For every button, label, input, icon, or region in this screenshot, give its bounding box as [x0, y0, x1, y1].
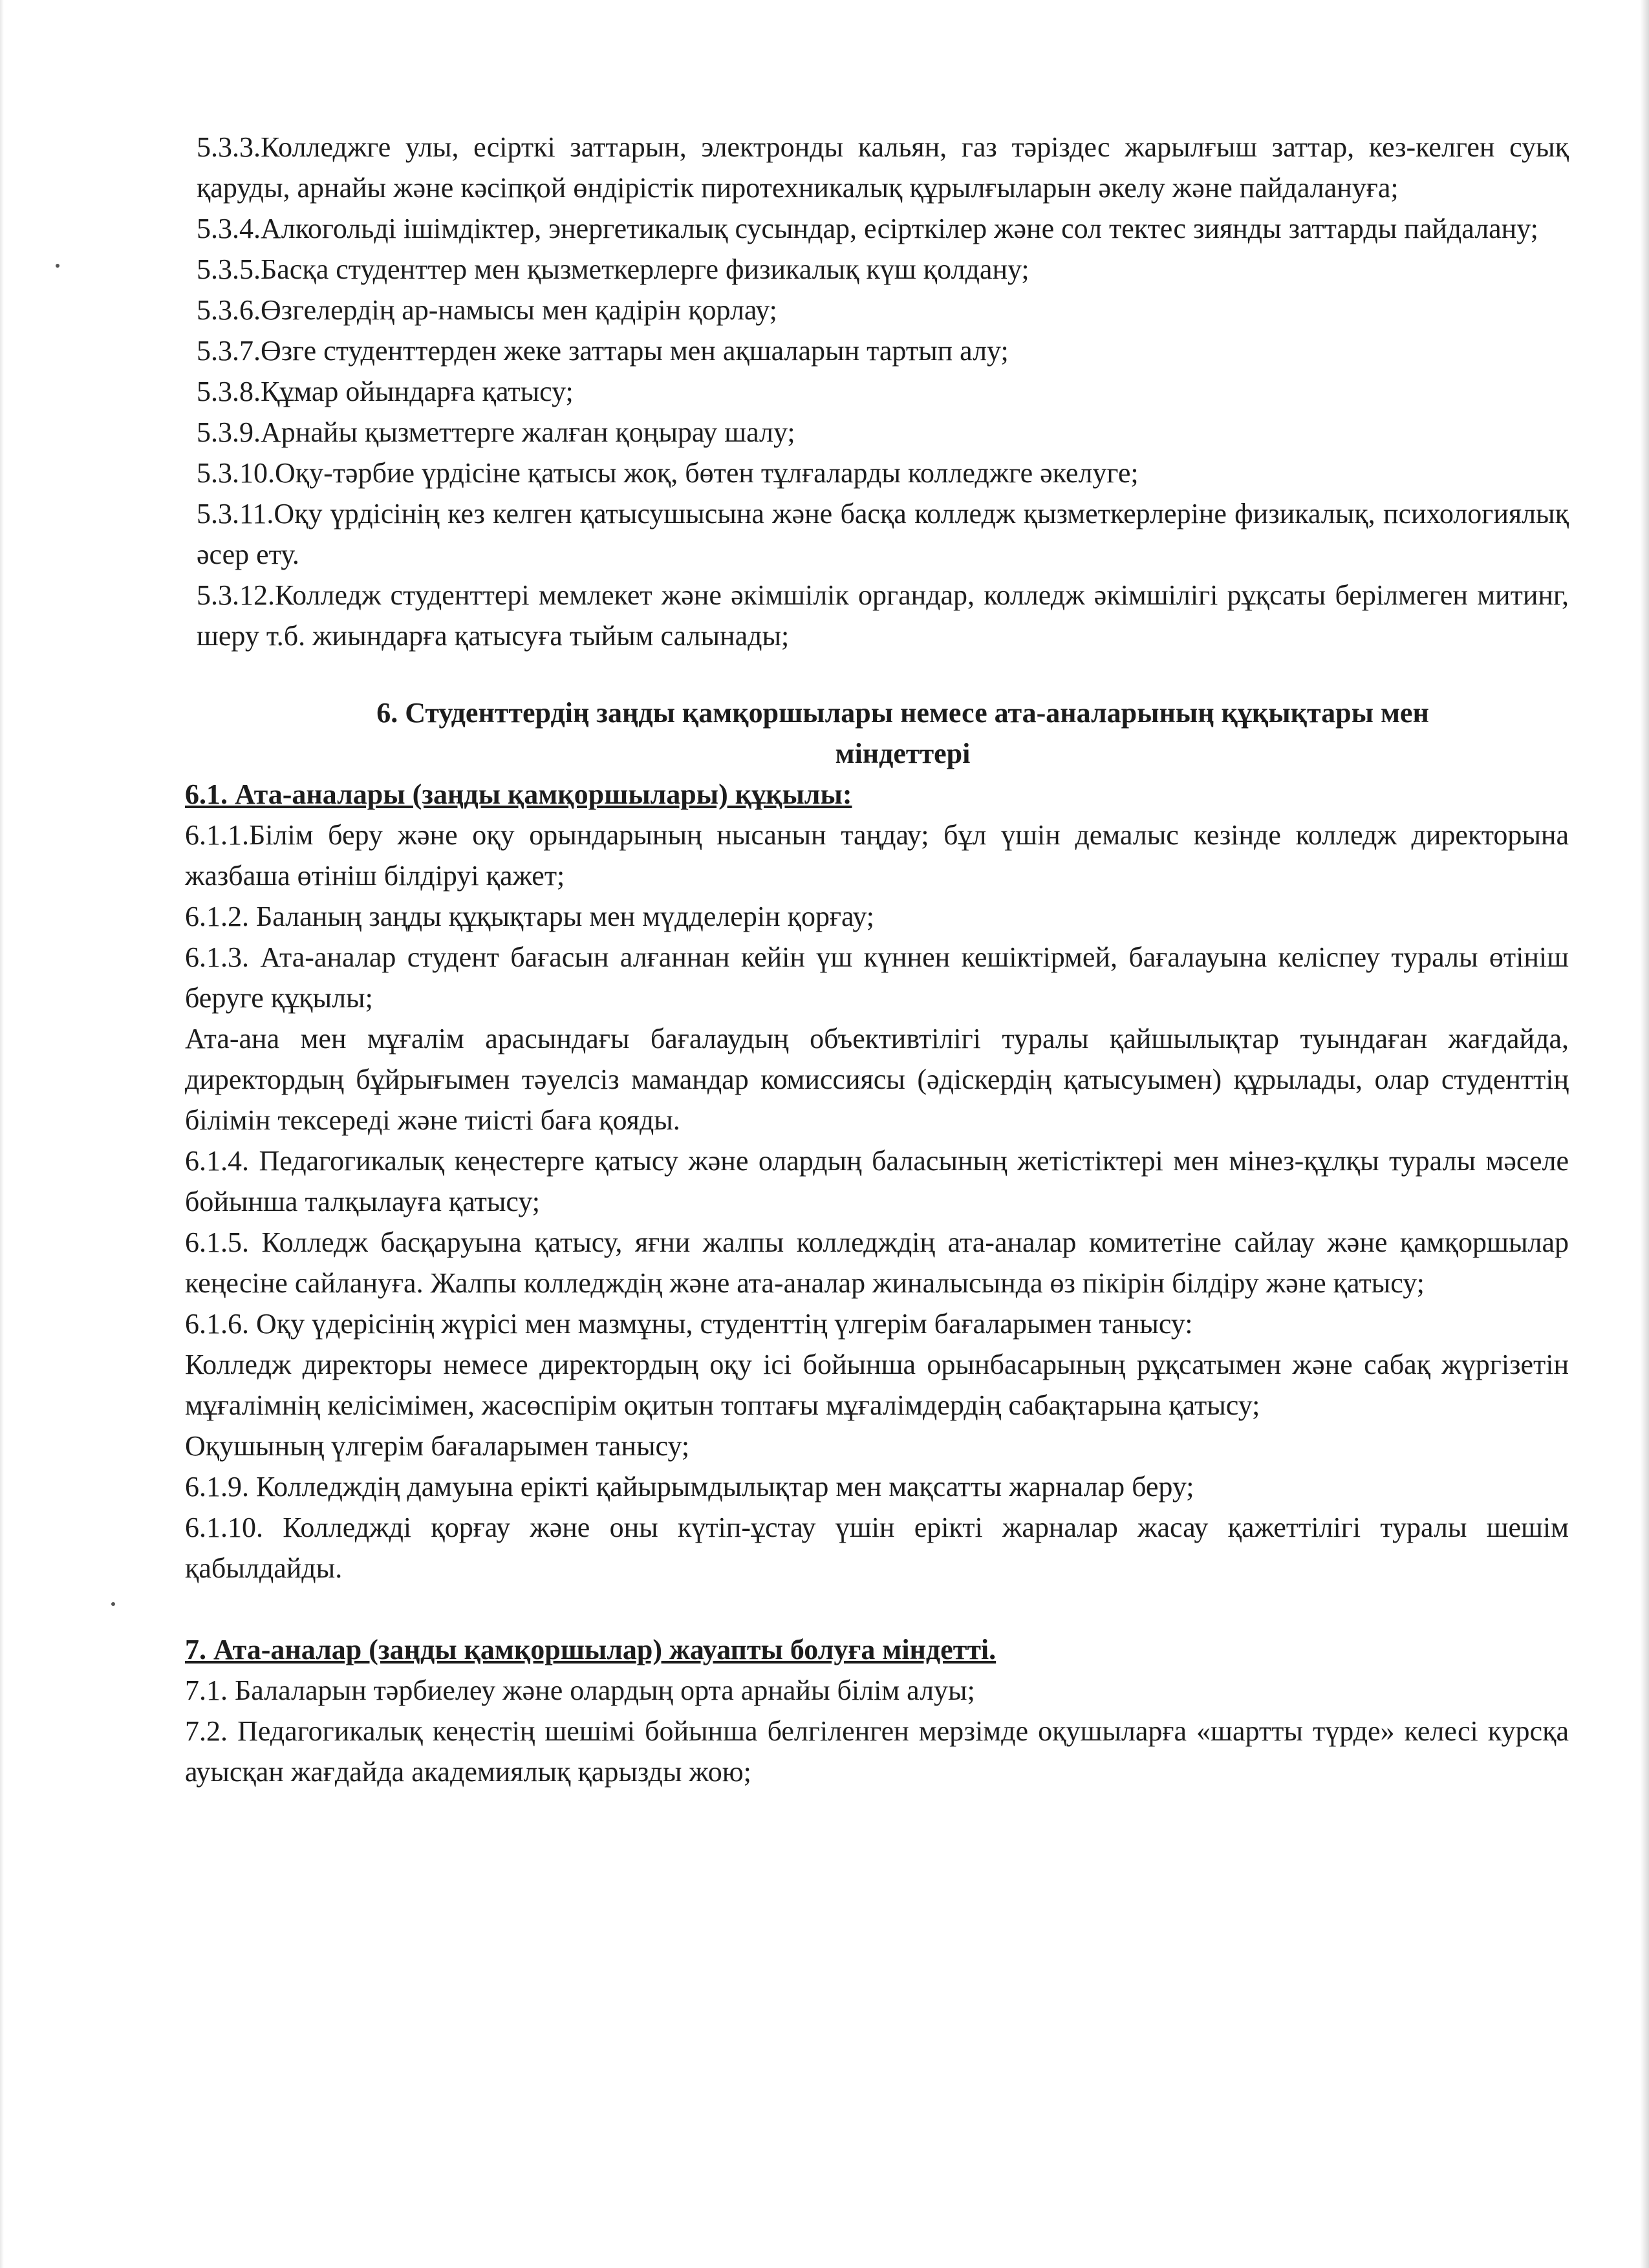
section-title-line: 6. Студенттердің заңды қамқоршылары немесе ата-аналарының құқықтары мен — [376, 697, 1429, 729]
paragraph: Оқушының үлгерім бағаларымен танысу; — [185, 1430, 690, 1462]
list-item: 5.3.11.Оқу үрдісінің кез келген қатысушысына және басқа колледж қызметкерлеріне физикалық, психологиялық әсер ету. — [197, 498, 1569, 570]
list-item: 5.3.3.Колледжге улы, есірткі заттарын, электронды кальян, газ тәріздес жарылғыш заттар, кез-келген суық қаруды, арнайы және кәсіпқой өндірістік пиротехникалық құрылғыларын әкелу және пайдалануға; — [197, 131, 1569, 204]
list-item: 5.3.8.Құмар ойындарға қатысу; — [197, 376, 574, 407]
paragraph: 6.1.5. Колледж басқаруына қатысу, яғни жалпы колледждің ата-аналар комитетіне сайлау және қамқоршылар кеңесіне сайлануға. Жалпы колледждің және ата-аналар жиналысында өз пікірін білдіру және қатысу; — [185, 1226, 1569, 1299]
list-item: 5.3.5.Басқа студенттер мен қызметкерлерге физикалық күш қолдану; — [197, 253, 1029, 285]
document-body — [185, 127, 1569, 1792]
section-title-line: міндеттері — [835, 738, 971, 769]
list-item: 5.3.9.Арнайы қызметтерге жалған қоңырау шалу; — [197, 416, 795, 448]
scan-edge-left — [0, 0, 4, 2268]
section-7-heading: 7. Ата-аналар (заңды қамқоршылар) жауапты болуға міндетті. — [185, 1634, 997, 1665]
paragraph: 6.1.6. Оқу үдерісінің жүрісі мен мазмұны, студенттің үлгерім бағаларымен танысу: — [185, 1308, 1193, 1340]
paragraph: 7.1. Балаларын тәрбиелеу және олардың орта арнайы білім алуы; — [185, 1674, 975, 1706]
section-5-list — [185, 127, 1569, 656]
scan-edge-right — [1640, 0, 1649, 2268]
section-6-paragraphs — [185, 815, 1569, 1589]
paragraph: 6.1.10. Колледжді қорғау және оны күтіп-ұстау үшін ерікті жарналар жасау қажеттілігі туралы шешім қабылдайды. — [185, 1512, 1569, 1584]
section-7-paragraphs — [185, 1670, 1569, 1792]
section-6-subheading: 6.1. Ата-аналары (заңды қамқоршылары) құқылы: — [185, 778, 852, 810]
paragraph: 6.1.2. Баланың заңды құқықтары мен мүдделерін қорғау; — [185, 901, 874, 932]
paragraph: 6.1.3. Ата-аналар студент бағасын алғаннан кейін үш күннен кешіктірмей, бағалауына келіспеу туралы өтініш беруге құқылы; — [185, 941, 1569, 1014]
paragraph: 6.1.4. Педагогикалық кеңестерге қатысу және олардың баласының жетістіктері мен мінез-құлқы туралы мәселе бойынша талқылауға қатысу; — [185, 1145, 1569, 1217]
section-spacer — [185, 1589, 1569, 1629]
list-item: 5.3.12.Колледж студенттері мемлекет және әкімшілік органдар, колледж әкімшілігі рұқсаты берілмеген митинг, шеру т.б. жиындарға қатысуға тыйым салынады; — [197, 579, 1569, 652]
list-item: 5.3.4.Алкогольді ішімдіктер, энергетикалық сусындар, есірткілер және сол тектес зиянды заттарды пайдалану; — [197, 213, 1538, 244]
paragraph: 7.2. Педагогикалық кеңестің шешімі бойынша белгіленген мерзімде оқушыларға «шартты түрде» келесі курсқа ауысқан жағдайда академиялық қарызды жою; — [185, 1715, 1569, 1788]
list-item: 5.3.10.Оқу-тәрбие үрдісіне қатысы жоқ, бөтен тұлғаларды колледжге әкелуге; — [197, 457, 1139, 489]
scan-speck — [56, 264, 59, 268]
paragraph: Колледж директоры немесе директордың оқу ісі бойынша орынбасарының рұқсатымен және сабақ жүргізетін мұғалімнің келісімімен, жасөспірім оқитын топтағы мұғалімдердің сабақтарына қатысу; — [185, 1349, 1569, 1421]
scan-speck — [111, 1602, 115, 1606]
list-item: 5.3.7.Өзге студенттерден жеке заттары мен ақшаларын тартып алу; — [197, 335, 1009, 367]
paragraph: 6.1.1.Білім беру және оқу орындарының нысанын таңдау; бұл үшін демалыс кезінде колледж директорына жазбаша өтініш білдіруі қажет; — [185, 819, 1569, 892]
section-6-title — [185, 692, 1569, 774]
paragraph: Ата-ана мен мұғалім арасындағы бағалаудың объективтілігі туралы қайшылықтар туындаған жағдайда, директордың бұйрығымен тәуелсіз мамандар комиссиясы (әдіскердің қатысуымен) құрылады, олар студенттің білімін тексереді және тиісті баға қояды. — [185, 1023, 1569, 1136]
list-item: 5.3.6.Өзгелердің ар-намысы мен қадірін қорлау; — [197, 294, 777, 326]
paragraph: 6.1.9. Колледждің дамуына ерікті қайырымдылықтар мен мақсатты жарналар беру; — [185, 1471, 1194, 1503]
